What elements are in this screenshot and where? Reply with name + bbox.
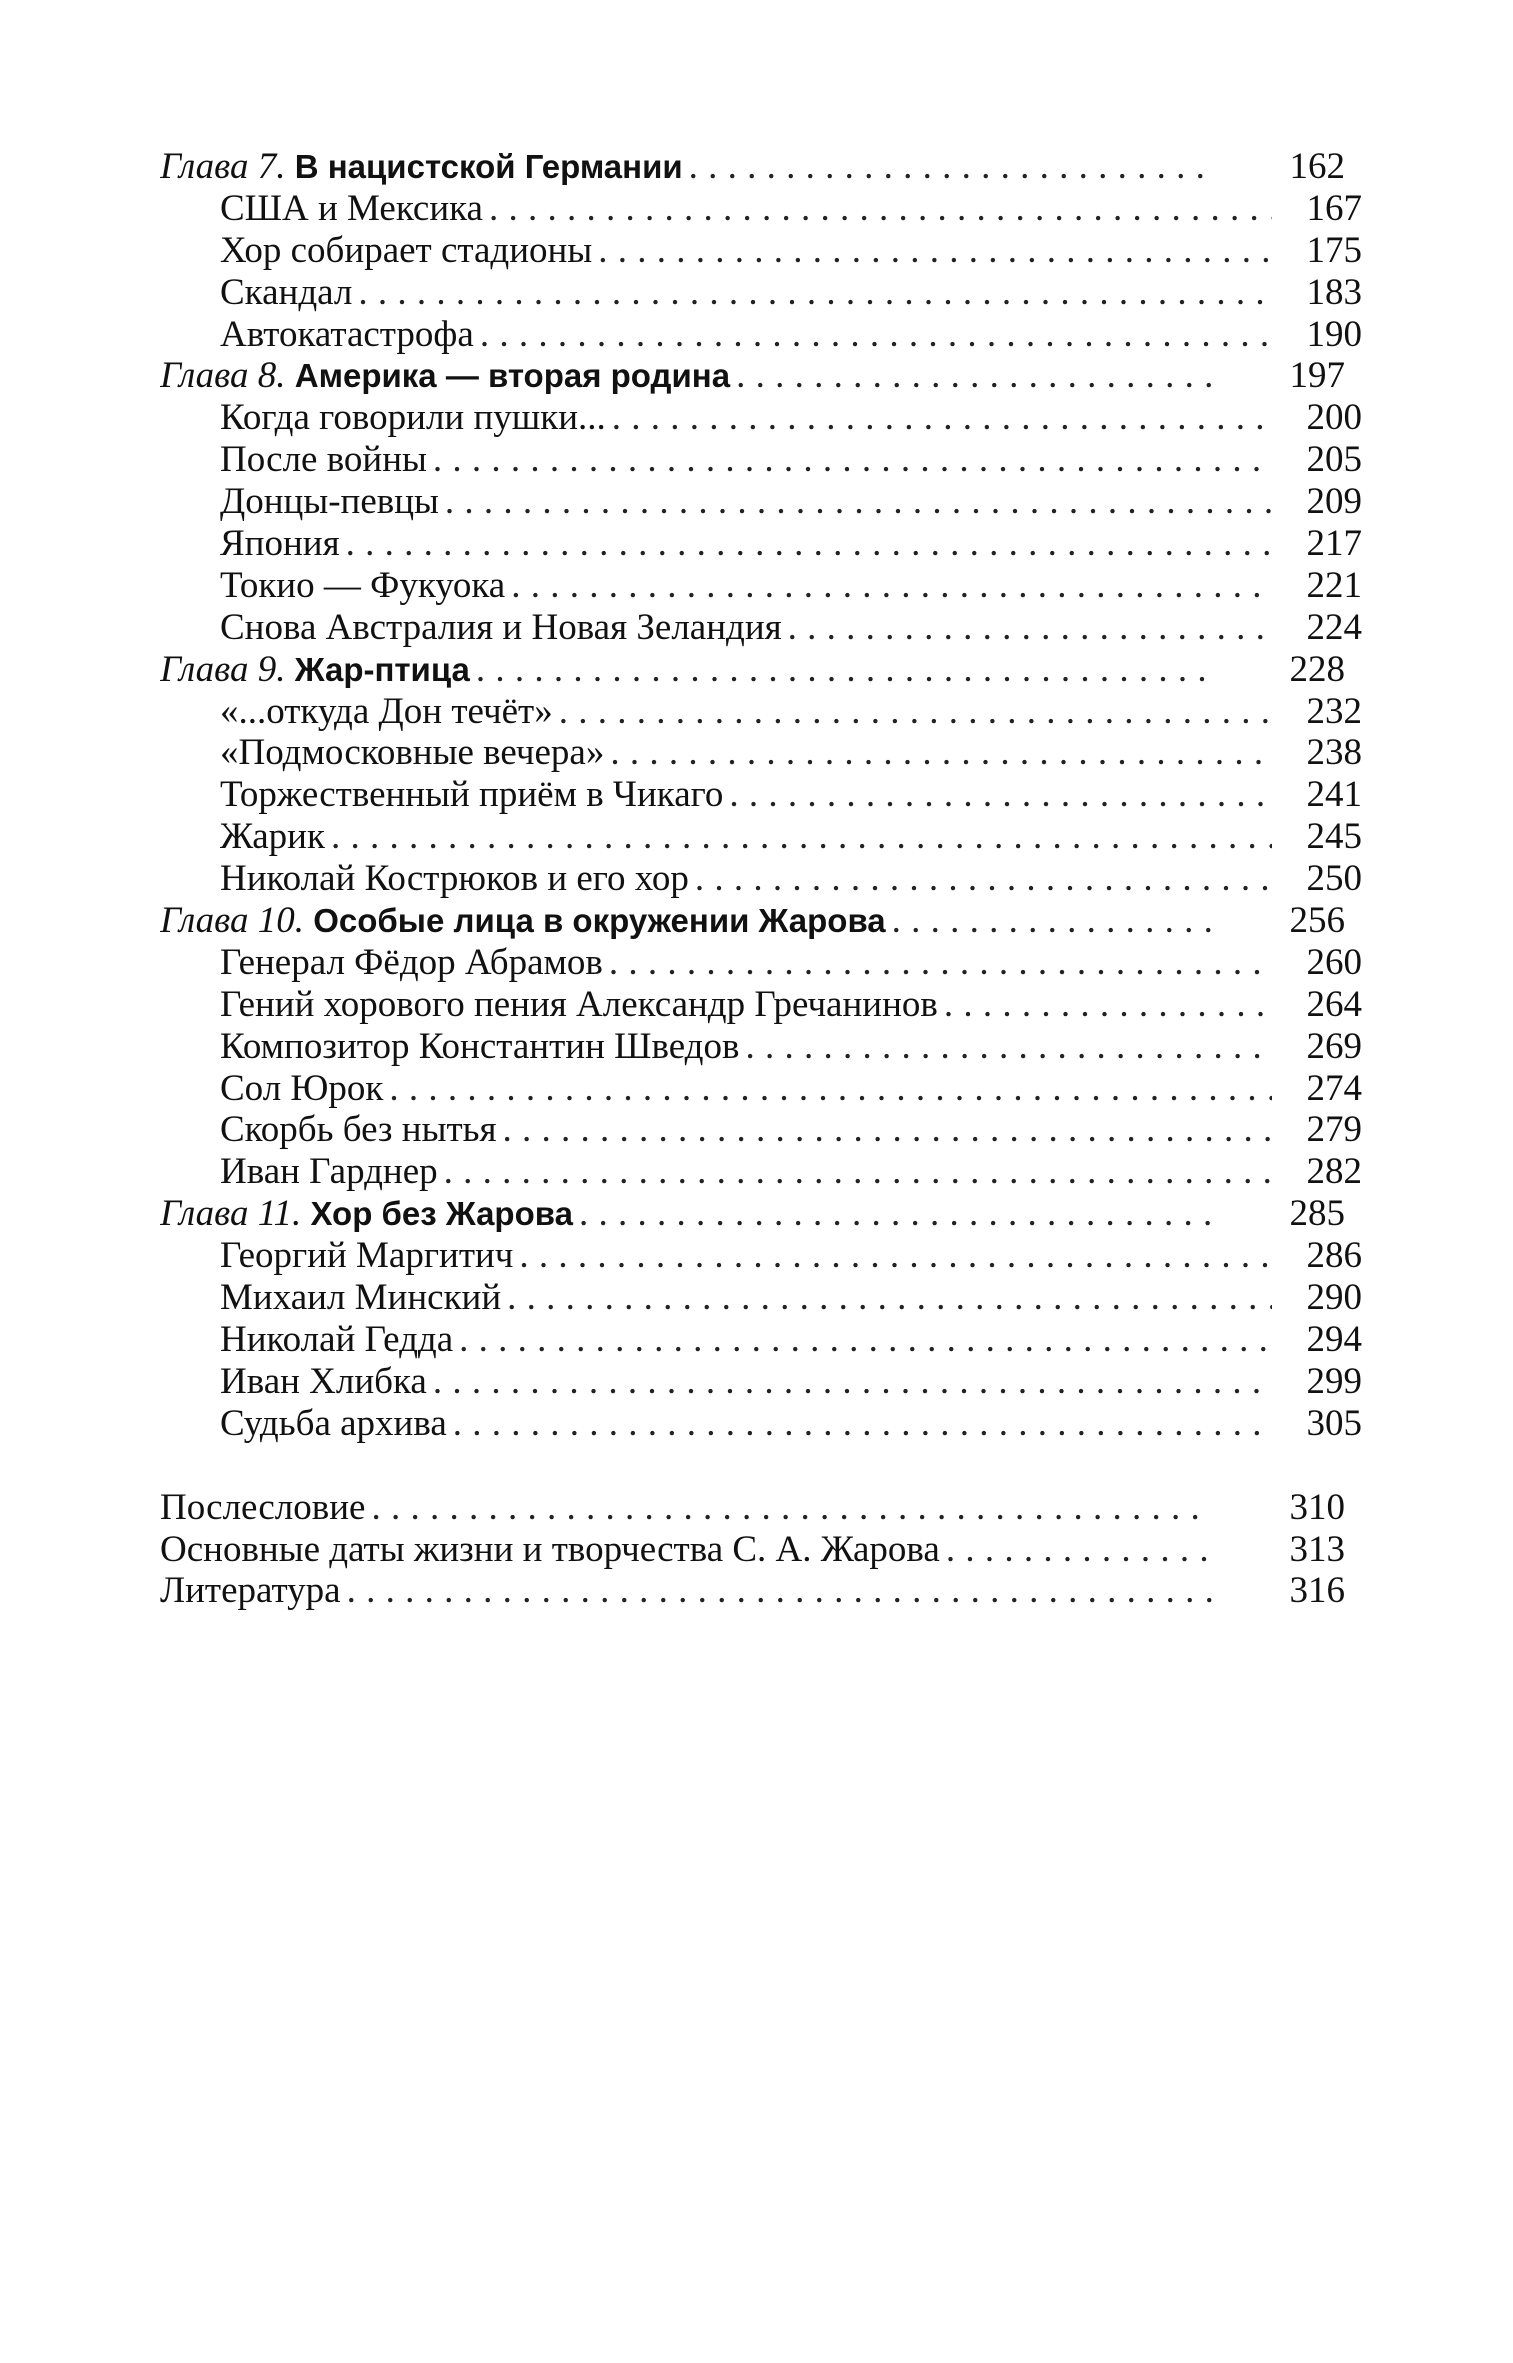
section-title: Георгий Маргитич xyxy=(220,1235,514,1277)
section-row[interactable] xyxy=(160,858,1362,900)
section-title: Торжественный приём в Чикаго xyxy=(220,774,724,816)
section-title: Судьба архива xyxy=(220,1402,447,1444)
dot-leader xyxy=(739,1026,1272,1068)
page-number: 245 xyxy=(1306,816,1362,858)
dot-leader xyxy=(341,1570,1212,1612)
section-title: «...откуда Дон течёт» xyxy=(220,690,553,732)
dot-leader xyxy=(940,1529,1212,1571)
back-matter-title: Послесловие xyxy=(160,1486,366,1528)
page-number: 294 xyxy=(1306,1318,1362,1360)
section-gap xyxy=(160,1445,1345,1487)
dot-leader xyxy=(730,355,1212,397)
chapter-title: Хор без Жарова xyxy=(310,1195,573,1233)
section-row[interactable] xyxy=(160,732,1362,774)
dot-leader xyxy=(497,1109,1272,1151)
dot-leader xyxy=(604,732,1272,774)
section-row[interactable] xyxy=(160,439,1362,481)
page-number: 313 xyxy=(1289,1528,1345,1570)
section-row[interactable] xyxy=(160,1318,1362,1361)
dot-leader xyxy=(723,774,1272,816)
dot-leader xyxy=(474,314,1272,356)
page-number: 167 xyxy=(1306,187,1362,229)
section-row[interactable] xyxy=(160,983,1362,1026)
dot-leader xyxy=(683,146,1212,188)
section-title: «Подмосковные вечера» xyxy=(220,732,605,774)
section-row[interactable] xyxy=(160,1235,1362,1277)
section-title: Скорбь без нытья xyxy=(220,1109,497,1151)
section-title: Иван Гарднер xyxy=(220,1151,438,1193)
chapter-title: Особые лица в окружении Жарова xyxy=(313,902,886,940)
dot-leader xyxy=(603,942,1272,984)
page-number: 269 xyxy=(1306,1025,1362,1067)
back-matter-row[interactable] xyxy=(160,1487,1345,1529)
dot-leader xyxy=(427,1361,1272,1403)
page-number: 260 xyxy=(1306,941,1362,983)
chapter-label: Глава 9. xyxy=(160,648,286,690)
section-title: Токио — Фукуока xyxy=(220,564,506,606)
page-number: 197 xyxy=(1289,355,1345,397)
page-number: 238 xyxy=(1306,732,1362,774)
page-number: 290 xyxy=(1306,1277,1362,1319)
section-row[interactable] xyxy=(160,816,1362,858)
page-number: 232 xyxy=(1306,690,1362,732)
page-number: 217 xyxy=(1306,523,1362,565)
dot-leader xyxy=(886,900,1212,942)
section-row[interactable] xyxy=(160,523,1362,565)
back-matter-row[interactable] xyxy=(160,1529,1345,1571)
chapter-label: Глава 7. xyxy=(160,146,286,187)
section-row[interactable] xyxy=(160,1402,1362,1445)
page-number: 316 xyxy=(1289,1570,1345,1612)
section-title: После войны xyxy=(220,439,427,481)
section-title: США и Мексика xyxy=(220,187,483,229)
dot-leader xyxy=(352,272,1272,314)
section-row[interactable] xyxy=(160,313,1362,356)
dot-leader xyxy=(427,439,1272,481)
dot-leader xyxy=(606,397,1272,439)
section-row[interactable] xyxy=(160,941,1362,984)
dot-leader xyxy=(573,1193,1212,1235)
chapter-title: Америка — вторая родина xyxy=(294,357,731,395)
dot-leader xyxy=(453,1319,1272,1361)
page-number: 279 xyxy=(1306,1109,1362,1151)
page-number: 274 xyxy=(1306,1067,1362,1109)
section-row[interactable] xyxy=(160,774,1362,816)
dot-leader xyxy=(782,607,1272,649)
page-number: 299 xyxy=(1306,1360,1362,1402)
page-number: 190 xyxy=(1306,313,1362,355)
page-number: 282 xyxy=(1306,1151,1362,1193)
back-matter-title: Литература xyxy=(160,1570,341,1612)
section-row[interactable] xyxy=(160,564,1362,607)
section-row[interactable] xyxy=(160,1360,1362,1403)
section-title: Гений хорового пения Александр Гречанинов xyxy=(220,983,938,1025)
dot-leader xyxy=(438,1151,1272,1193)
dot-leader xyxy=(938,984,1272,1026)
page-number: 250 xyxy=(1306,858,1362,900)
section-title: Николай Гедда xyxy=(220,1318,454,1360)
section-row[interactable] xyxy=(160,606,1362,649)
section-row[interactable] xyxy=(160,397,1362,439)
chapter-label: Глава 8. xyxy=(160,355,286,397)
back-matter-title: Основные даты жизни и творчества С. А. Жарова xyxy=(160,1528,940,1570)
section-title: Донцы-певцы xyxy=(220,481,439,523)
dot-leader xyxy=(470,649,1212,691)
section-title: Николай Кострюков и его хор xyxy=(220,858,689,900)
section-title: Сол Юрок xyxy=(220,1067,384,1109)
chapter-title: В нацистской Германии xyxy=(294,148,683,185)
section-title: Скандал xyxy=(220,271,353,313)
page-number: 183 xyxy=(1306,271,1362,313)
chapter-heading-row[interactable] xyxy=(160,1193,1345,1235)
page-number: 200 xyxy=(1306,397,1362,439)
section-row[interactable] xyxy=(160,1025,1362,1068)
page-number: 264 xyxy=(1306,983,1362,1025)
dot-leader xyxy=(447,1403,1272,1445)
page-number: 241 xyxy=(1306,774,1362,816)
section-title: Михаил Минский xyxy=(220,1277,502,1319)
dot-leader xyxy=(483,188,1272,230)
dot-leader xyxy=(325,816,1272,858)
page-number: 209 xyxy=(1306,481,1362,523)
page-number: 228 xyxy=(1289,648,1345,690)
section-title: Снова Австралия и Новая Зеландия xyxy=(220,606,782,648)
chapter-heading-row[interactable] xyxy=(160,146,1345,188)
chapter-label: Глава 10. xyxy=(160,900,304,942)
page-number: 305 xyxy=(1306,1402,1362,1444)
page-number: 285 xyxy=(1289,1193,1345,1235)
section-row[interactable] xyxy=(160,229,1362,272)
dot-leader xyxy=(505,565,1272,607)
dot-leader xyxy=(553,691,1272,733)
section-row[interactable] xyxy=(160,1109,1362,1151)
section-title: Когда говорили пушки... xyxy=(220,397,606,439)
section-title: Хор собирает стадионы xyxy=(220,229,593,271)
dot-leader xyxy=(365,1487,1212,1529)
section-title: Автокатастрофа xyxy=(220,313,474,355)
section-row[interactable] xyxy=(160,1151,1362,1193)
dot-leader xyxy=(340,523,1272,565)
section-title: Композитор Константин Шведов xyxy=(220,1025,740,1067)
dot-leader xyxy=(592,230,1272,272)
chapter-heading-row[interactable] xyxy=(160,649,1345,691)
section-title: Генерал Фёдор Абрамов xyxy=(220,941,603,983)
page-number: 224 xyxy=(1306,606,1362,648)
section-row[interactable] xyxy=(160,1067,1362,1110)
dot-leader xyxy=(689,858,1272,900)
dot-leader xyxy=(439,481,1272,523)
page-number: 175 xyxy=(1306,229,1362,271)
dot-leader xyxy=(383,1068,1272,1110)
section-row[interactable] xyxy=(160,1277,1362,1319)
back-matter-row[interactable] xyxy=(160,1570,1345,1612)
section-row[interactable] xyxy=(160,187,1362,230)
page-number: 256 xyxy=(1289,900,1345,942)
dot-leader xyxy=(501,1277,1272,1319)
page-number: 221 xyxy=(1306,564,1362,606)
section-title: Япония xyxy=(220,523,340,565)
chapter-label: Глава 11. xyxy=(160,1193,302,1235)
chapter-title: Жар-птица xyxy=(294,650,470,688)
section-title: Жарик xyxy=(220,816,325,858)
page-number: 205 xyxy=(1306,439,1362,481)
section-row[interactable] xyxy=(160,690,1362,733)
section-title: Иван Хлибка xyxy=(220,1360,427,1402)
chapter-heading-row[interactable] xyxy=(160,355,1345,397)
chapter-heading-row[interactable] xyxy=(160,900,1345,942)
section-row[interactable] xyxy=(160,271,1362,314)
dot-leader xyxy=(513,1235,1272,1277)
page-number: 162 xyxy=(1289,146,1345,187)
section-row[interactable] xyxy=(160,481,1362,523)
table-of-contents xyxy=(160,146,1362,1612)
page-number: 286 xyxy=(1306,1235,1362,1277)
page-number: 310 xyxy=(1289,1486,1345,1528)
